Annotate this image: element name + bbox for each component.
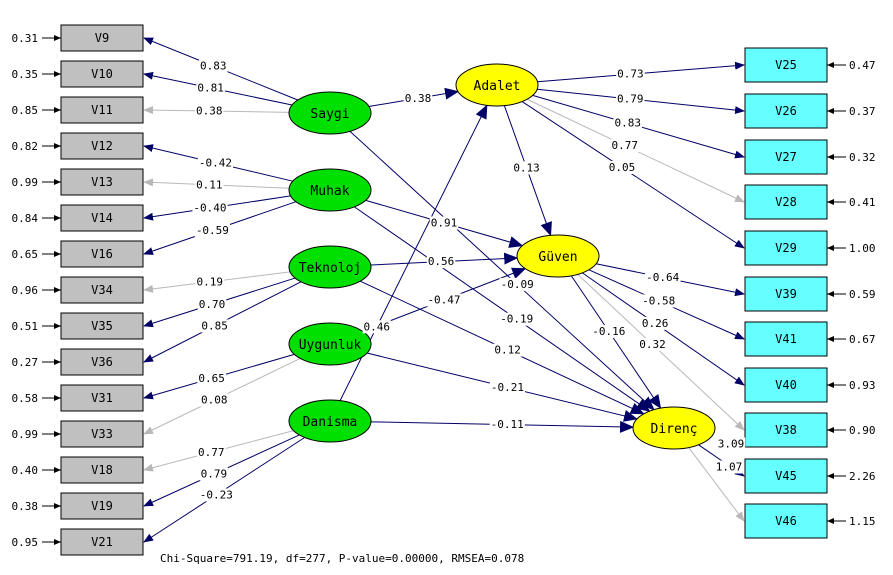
- indicator-v27-label: V27: [775, 150, 797, 164]
- loading-v34-value: 0.19: [196, 275, 224, 289]
- loading-v26-value: 0.79: [616, 92, 644, 106]
- indicator-v31-label: V31: [91, 391, 113, 405]
- indicator-v34-label: V34: [91, 283, 113, 297]
- loading-v31-value: 0.65: [198, 371, 225, 385]
- indicator-v9-label: V9: [94, 31, 110, 45]
- structural-saygi-direnc-value: -0.09: [500, 277, 534, 291]
- latent-saygi-label: Saygi: [310, 107, 350, 122]
- loading-v25-value: 0.73: [617, 67, 644, 81]
- indicator-v19-label: V19: [91, 499, 113, 513]
- indicator-v26-label: V26: [775, 104, 797, 118]
- loading-v21-value: -0.23: [199, 488, 233, 502]
- loading-v16-value: -0.59: [195, 223, 229, 237]
- structural-teknoloj-guven-value: 0.56: [427, 255, 455, 269]
- indicator-v35-label: V35: [91, 319, 113, 333]
- error-v28-value: 0.41: [849, 196, 876, 209]
- indicator-v18-label: V18: [91, 463, 113, 477]
- indicator-v41-label: V41: [775, 332, 797, 346]
- loading-v18-value: 0.77: [198, 445, 225, 459]
- latent-teknoloj-label: Teknoloj: [298, 261, 362, 276]
- loading-v19-value: 0.79: [200, 467, 228, 481]
- error-v40-value: 0.93: [849, 379, 876, 392]
- loading-v33-value: 0.08: [201, 393, 228, 407]
- indicator-v12-label: V12: [91, 139, 113, 153]
- error-v33-value: 0.99: [11, 428, 38, 441]
- indicator-v28-label: V28: [775, 195, 797, 209]
- structural-muhak-direnc-value: -0.19: [500, 312, 534, 326]
- error-v36-value: 0.27: [11, 356, 38, 369]
- structural-guven-direnc-value: -0.16: [592, 324, 626, 338]
- error-v21-value: 0.95: [11, 536, 38, 549]
- indicator-v33-label: V33: [91, 427, 113, 441]
- error-v26-value: 0.37: [849, 105, 876, 118]
- error-v19-value: 0.38: [11, 500, 38, 513]
- indicator-v14-label: V14: [91, 211, 113, 225]
- latent-direnc-label: Direnç: [650, 422, 698, 437]
- loading-v11-value: 0.38: [196, 104, 223, 118]
- loading-v38-value: 0.32: [639, 337, 666, 351]
- loading-v41-value: -0.58: [642, 294, 676, 308]
- indicator-v21-label: V21: [91, 535, 113, 549]
- error-v34-value: 0.96: [11, 284, 38, 297]
- structural-muhak-guven-value: 0.91: [430, 216, 458, 230]
- latent-adalet-label: Adalet: [473, 79, 521, 94]
- indicator-v38-label: V38: [775, 423, 797, 437]
- error-v13-value: 0.99: [11, 176, 38, 189]
- structural-uygunluk-direnc-value: -0.21: [490, 380, 524, 394]
- indicator-v10-label: V10: [91, 67, 113, 81]
- loading-v45-value: 3.09: [717, 437, 745, 451]
- structural-adalet-guven-value: 0.13: [513, 161, 540, 175]
- structural-saygi-adalet-value: 0.38: [404, 91, 432, 105]
- latent-guven-label: Güven: [538, 250, 578, 265]
- indicator-v11-label: V11: [91, 103, 113, 117]
- structural-danisma-adalet-value: 0.46: [363, 320, 391, 334]
- loading-v35-value: 0.70: [198, 297, 226, 311]
- loading-path-direnc-v46: [689, 448, 744, 521]
- loading-v12-value: -0.42: [198, 156, 232, 170]
- structural-uygunluk-guven-value: -0.47: [427, 293, 461, 307]
- structural-danisma-direnc-value: -0.11: [490, 418, 524, 432]
- error-v39-value: 0.59: [849, 288, 876, 301]
- error-v27-value: 0.32: [849, 151, 876, 164]
- error-v14-value: 0.84: [11, 212, 38, 225]
- error-v9-value: 0.31: [11, 32, 38, 45]
- loading-v39-value: -0.64: [646, 270, 680, 284]
- loading-v9-value: 0.83: [199, 59, 227, 73]
- loading-v28-value: 0.77: [611, 138, 638, 152]
- loading-v46-value: 1.07: [715, 460, 743, 474]
- error-v46-value: 1.15: [849, 515, 876, 528]
- fit-statistics: Chi-Square=791.19, df=277, P-value=0.00000, RMSEA=0.078: [160, 552, 525, 565]
- error-v45-value: 2.26: [849, 470, 876, 483]
- indicator-v39-label: V39: [775, 287, 797, 301]
- indicator-v16-label: V16: [91, 247, 113, 261]
- loading-v29-value: 0.05: [608, 160, 636, 174]
- indicator-v46-label: V46: [775, 514, 797, 528]
- error-v31-value: 0.58: [11, 392, 38, 405]
- error-v16-value: 0.65: [11, 248, 38, 261]
- indicator-v25-label: V25: [775, 58, 797, 72]
- loading-v27-value: 0.83: [614, 116, 641, 130]
- indicator-v13-label: V13: [91, 175, 113, 189]
- latent-danisma-label: Danisma: [302, 415, 358, 430]
- indicator-v36-label: V36: [91, 355, 113, 369]
- error-v10-value: 0.35: [11, 68, 38, 81]
- indicator-v29-label: V29: [775, 241, 797, 255]
- error-v18-value: 0.40: [11, 464, 38, 477]
- error-v25-value: 0.47: [849, 59, 876, 72]
- latent-muhak-label: Muhak: [310, 184, 350, 199]
- loading-v14-value: -0.40: [193, 201, 227, 215]
- loading-v36-value: 0.85: [201, 319, 228, 333]
- loading-v13-value: 0.11: [196, 178, 223, 192]
- loading-v10-value: 0.81: [197, 81, 224, 95]
- structural-teknoloj-direnc-value: 0.12: [494, 343, 521, 357]
- error-v38-value: 0.90: [849, 424, 876, 437]
- loading-v40-value: 0.26: [641, 316, 669, 330]
- error-v12-value: 0.82: [11, 140, 38, 153]
- error-v41-value: 0.67: [849, 333, 876, 346]
- error-v29-value: 1.00: [849, 242, 876, 255]
- latent-uygunluk-label: Uygunluk: [298, 338, 362, 353]
- error-v35-value: 0.51: [11, 320, 38, 333]
- indicator-v45-label: V45: [775, 469, 797, 483]
- indicator-v40-label: V40: [775, 378, 797, 392]
- error-v11-value: 0.85: [11, 104, 38, 117]
